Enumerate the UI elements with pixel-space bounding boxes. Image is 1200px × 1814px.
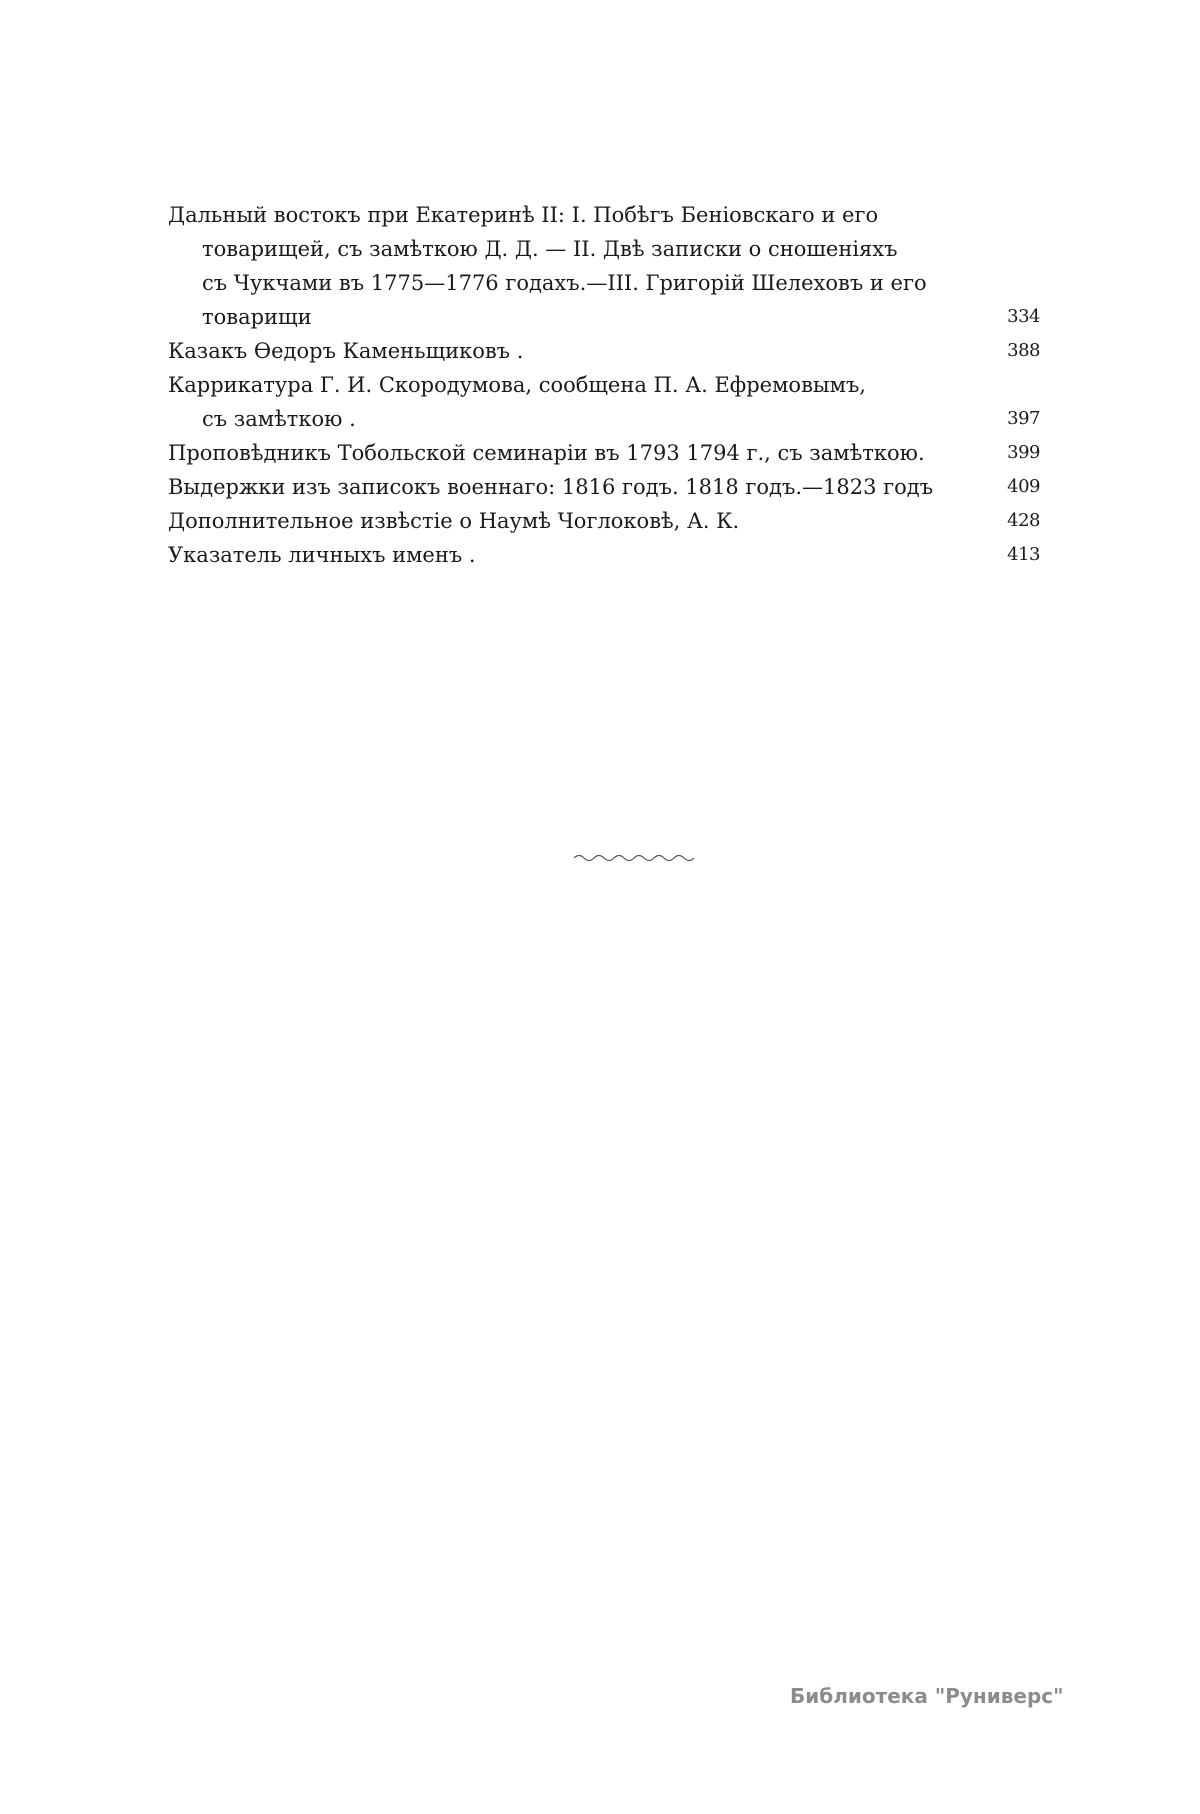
toc-page-number: 397 — [1007, 408, 1040, 429]
toc-page-number: 388 — [1007, 340, 1040, 361]
toc-entry-line: Указатель личныхъ именъ . — [168, 543, 476, 567]
toc-entry — [168, 334, 1038, 368]
toc-entry-line: съ Чукчами въ 1775—1776 годахъ.—III. Григорій Шелеховъ и его — [202, 271, 927, 295]
ornamental-divider — [574, 852, 694, 862]
toc-entry-line: Каррикатура Г. И. Скородумова, сообщена П. А. Ефремовымъ, — [168, 373, 866, 397]
toc-entry-line: Казакъ Ѳедоръ Каменьщиковъ . — [168, 339, 524, 363]
toc-entry — [168, 538, 1038, 572]
toc-entry — [168, 470, 1038, 504]
toc-entry-line: съ замѣткою . — [202, 407, 356, 431]
toc-entry-line: Выдержки изъ записокъ военнаго: 1816 годъ. 1818 годъ.—1823 годъ — [168, 475, 934, 499]
toc-entry-line: Дополнительное извѣстіе о Наумѣ Чоглоковѣ, А. К. — [168, 509, 740, 533]
toc-page-number: 399 — [1007, 442, 1040, 463]
library-watermark: Библиотека "Руниверс" — [790, 1684, 1064, 1708]
toc-entry — [168, 198, 1038, 334]
toc-page-number: 409 — [1007, 476, 1040, 497]
toc-entry-line: Проповѣдникъ Тобольской семинаріи въ 1793 1794 г., съ замѣткою. — [168, 441, 925, 465]
toc-entry-line: товарищей, съ замѣткою Д. Д. — II. Двѣ записки о сношеніяхъ — [202, 237, 898, 261]
toc-entry-line: Дальный востокъ при Екатеринѣ II: I. Побѣгъ Беніовскаго и его — [168, 203, 879, 227]
table-of-contents — [168, 198, 1038, 572]
toc-page-number: 428 — [1007, 510, 1040, 531]
toc-page-number: 334 — [1007, 306, 1040, 327]
toc-entry — [168, 436, 1038, 470]
toc-page-number: 413 — [1007, 544, 1040, 565]
toc-entry-line: товарищи — [202, 305, 312, 329]
toc-entry — [168, 504, 1038, 538]
toc-entry — [168, 368, 1038, 436]
